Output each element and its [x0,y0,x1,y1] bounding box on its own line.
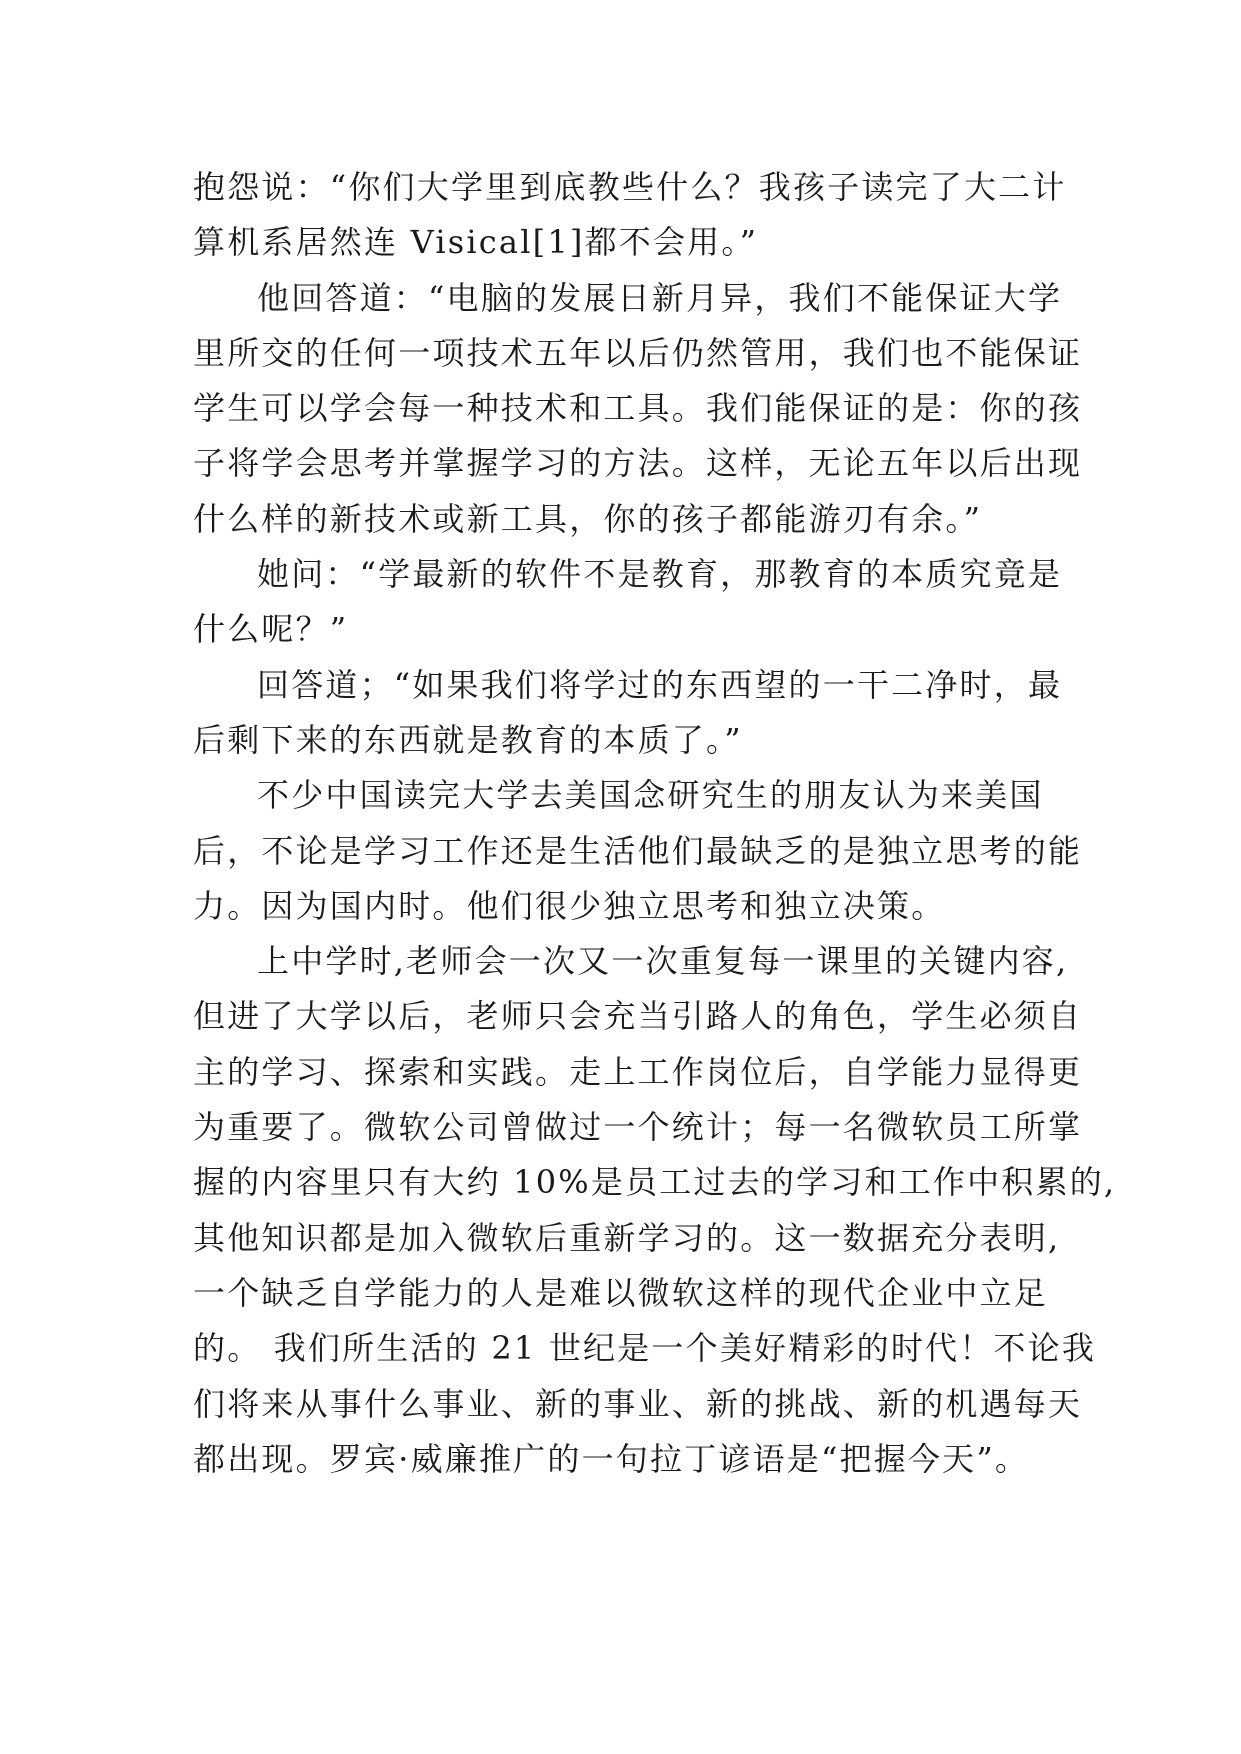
text-line: 回答道；“如果我们将学过的东西望的一干二净时，最 [257,665,1063,704]
text-line: 里所交的任何一项技术五年以后仍然管用，我们也不能保证 [193,333,1083,372]
text-line: 算机系居然连 Visical[1]都不会用。” [193,223,759,262]
text-line: 的。 我们所生活的 21 世纪是一个美好精彩的时代！不论我 [193,1329,1097,1368]
text-line: 为重要了。微软公司曾做过一个统计；每一名微软员工所掌 [193,1108,1083,1147]
body-text [193,160,1117,1487]
text-line: 什么呢？” [193,610,349,649]
text-line: 上中学时,老师会一次又一次重复每一课里的关键内容, [257,942,1069,981]
text-line: 都出现。罗宾·威廉推广的一句拉丁谚语是“把握今天”。 [193,1439,1030,1478]
text-line: 后，不论是学习工作还是生活他们最缺乏的是独立思考的能 [193,831,1083,870]
text-line: 她问：“学最新的软件不是教育，那教育的本质究竟是 [257,555,1063,594]
text-line: 主的学习、探索和实践。走上工作岗位后，自学能力显得更 [193,1052,1083,1091]
text-line: 一个缺乏自学能力的人是难以微软这样的现代企业中立足 [193,1273,1049,1312]
text-line: 后剩下来的东西就是教育的本质了。” [193,720,743,759]
text-line: 但进了大学以后，老师只会充当引路人的角色，学生必须自 [193,997,1083,1036]
text-line: 握的内容里只有大约 10%是员工过去的学习和工作中积累的, [193,1163,1117,1202]
text-line: 其他知识都是加入微软后重新学习的。这一数据充分表明, [193,1218,1061,1257]
text-line: 抱怨说：“你们大学里到底教些什么？我孩子读完了大二计 [193,168,1067,206]
text-line: 学生可以学会每一种技术和工具。我们能保证的是：你的孩 [193,389,1083,428]
text-line: 他回答道：“电脑的发展日新月异，我们不能保证大学 [257,278,1063,317]
text-line: 不少中国读完大学去美国念研究生的朋友认为来美国 [257,776,1044,815]
text-line: 子将学会思考并掌握学习的方法。这样，无论五年以后出现 [193,444,1083,483]
text-line: 们将来从事什么事业、新的事业、新的挑战、新的机遇每天 [193,1384,1083,1423]
text-line: 力。因为国内时。他们很少独立思考和独立决策。 [193,886,946,925]
text-line: 什么样的新技术或新工具，你的孩子都能游刃有余。” [193,499,983,538]
